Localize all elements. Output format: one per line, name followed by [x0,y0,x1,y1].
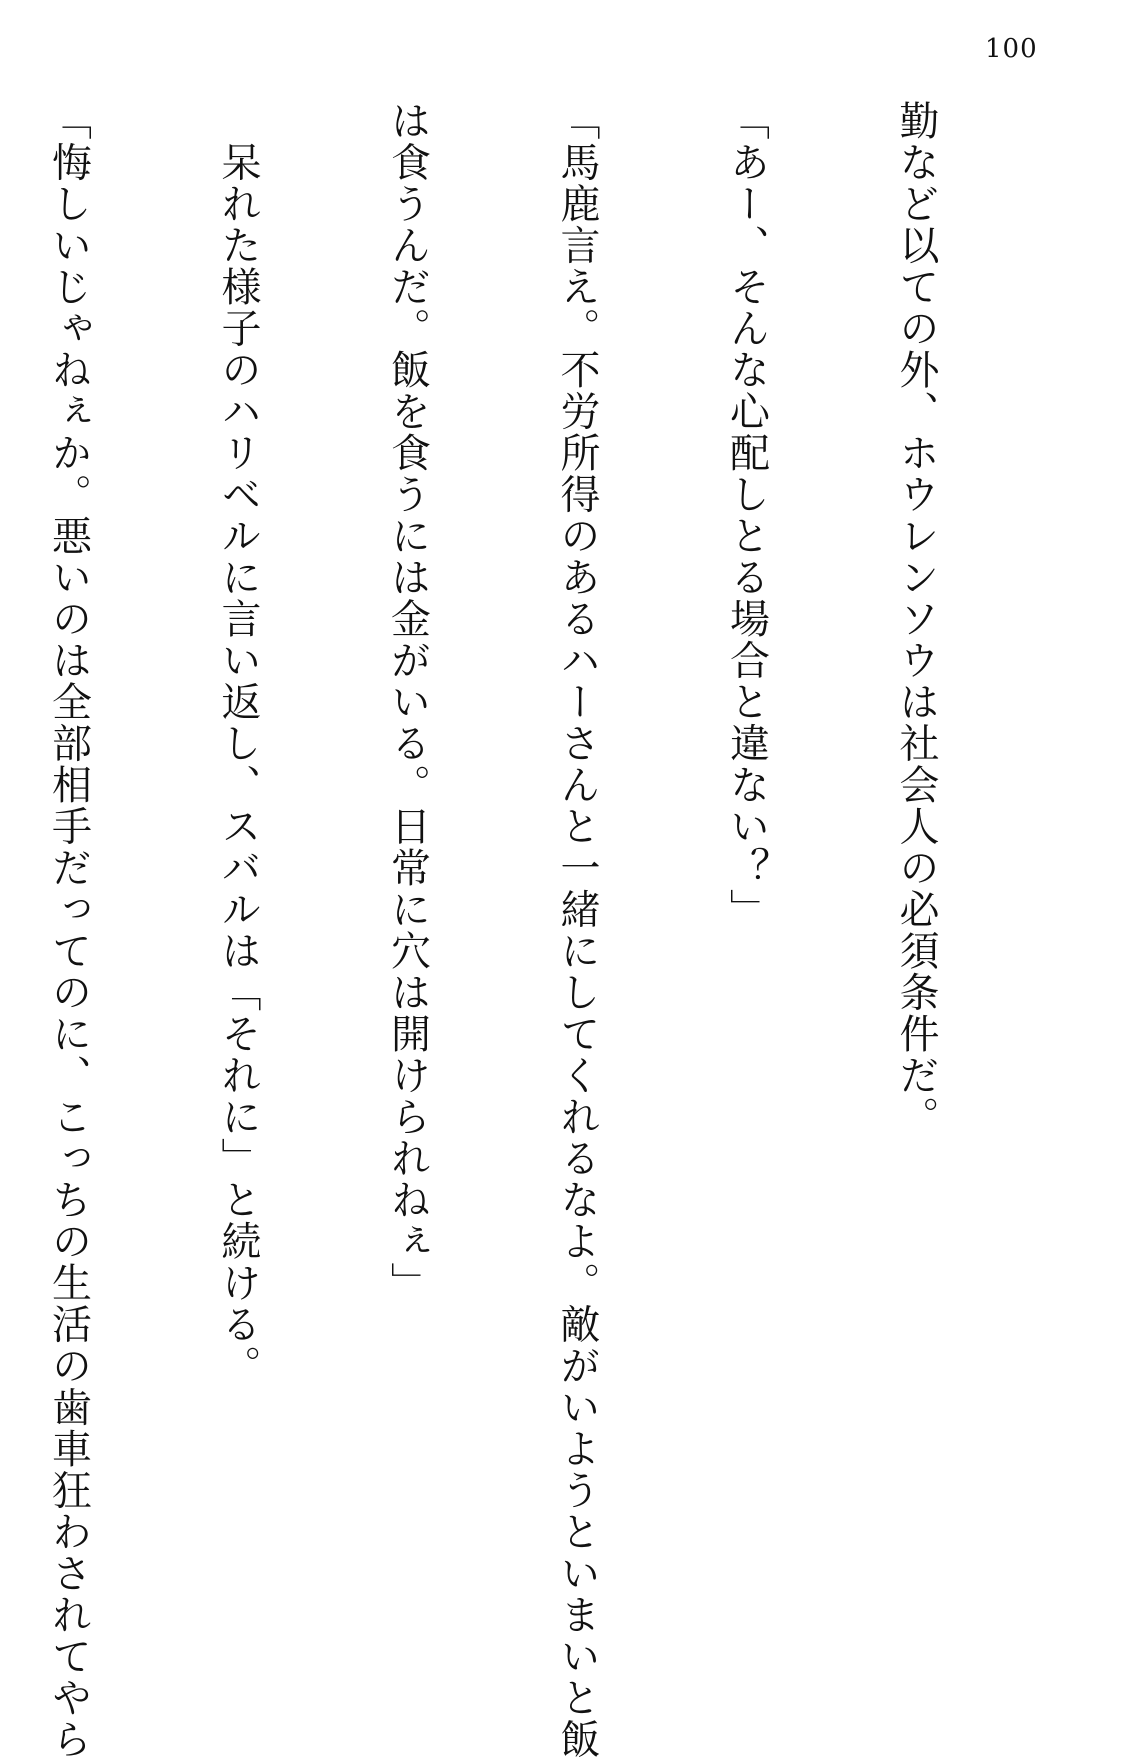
text-line: 「あー、そんな心配しとる場合と違ない？」 [723,100,770,930]
page-number: 100 [985,34,1038,64]
novel-text-body [0,100,1057,1760]
text-line: 「馬鹿言え。不労所得のあるハーさんと一緒にしてくれるなよ。敵がいようといまいと飯 [554,100,600,1760]
text-line: は食うんだ。飯を食うには金がいる。日常に穴は開けられねぇ」 [384,100,431,1304]
text-line: 勤など以ての外、ホウレンソウは社会人の必須条件だ。 [893,100,939,1138]
text-line: 呆れた様子のハリベルに言い返し、スバルは「それに」と続ける。 [215,100,261,1387]
text-line: 「悔しいじゃねぇか。悪いのは全部相手だってのに、こっちの生活の歯車狂わされてやら [45,100,92,1760]
